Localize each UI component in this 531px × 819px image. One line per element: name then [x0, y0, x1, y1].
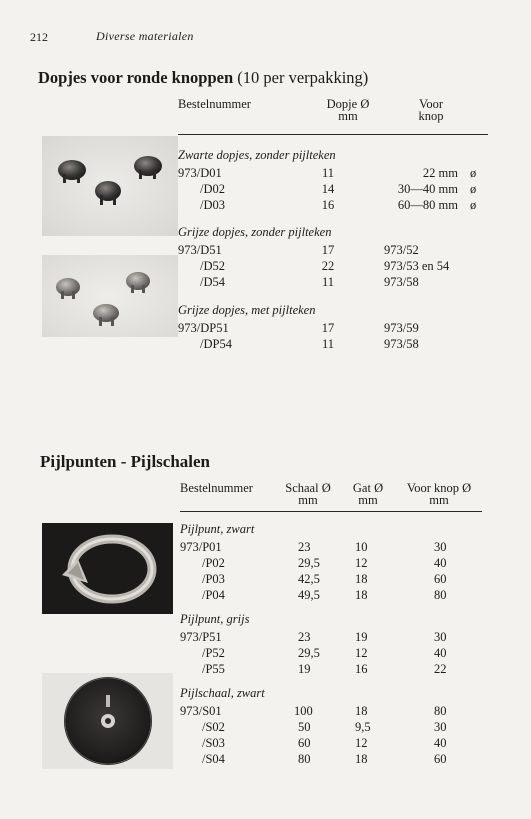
scale-diameter: 100: [294, 704, 313, 718]
scale-diameter: 80: [298, 752, 311, 766]
order-code: 973/DP51: [178, 321, 229, 335]
scale-diameter: 50: [298, 720, 311, 734]
group-label-grey-caps-arrow: Grijze dopjes, met pijlteken: [178, 303, 316, 317]
hole-diameter: 10: [355, 540, 368, 554]
col-header-for-knob: [396, 482, 482, 506]
col-header-order-no: Bestelnummer: [178, 97, 251, 111]
order-code: 973/D51: [178, 243, 222, 257]
section-title-caps-note: (10 per verpakking): [237, 68, 369, 87]
for-knob: 973/52: [384, 243, 419, 257]
hole-diameter: 9,5: [355, 720, 371, 734]
order-code: /D54: [200, 275, 225, 289]
order-code: 973/P51: [180, 630, 222, 644]
order-code: /P02: [202, 556, 225, 570]
for-knob: 60—80 mm: [397, 198, 458, 212]
col-header-for-knob-unit: mm: [429, 493, 449, 507]
col-header-for-unit: knop: [418, 109, 444, 123]
section-title-caps-main: Dopjes voor ronde knoppen: [38, 68, 234, 87]
for-knob: 30: [434, 630, 447, 644]
for-knob: 80: [434, 588, 447, 602]
for-knob: 30: [434, 720, 447, 734]
pointer-photo: [42, 523, 173, 614]
scale-diameter: 60: [298, 736, 311, 750]
for-knob: 80: [434, 704, 447, 718]
col-header-for: [398, 98, 464, 122]
col-header-for-label: Voor: [418, 97, 444, 111]
order-code: 973/P01: [180, 540, 222, 554]
dial-photo: [42, 673, 173, 769]
order-code: 973/S01: [180, 704, 222, 718]
group-label-grey-caps: Grijze dopjes, zonder pijlteken: [178, 225, 332, 239]
col-header-cap-label: Dopje Ø: [326, 97, 370, 111]
header-rule-caps: [178, 134, 488, 135]
cap-diameter: 17: [321, 321, 335, 335]
cap-diameter: 22: [321, 259, 335, 273]
scale-diameter: 23: [298, 630, 311, 644]
cap-diameter: 17: [321, 243, 335, 257]
for-knob: 60: [434, 752, 447, 766]
hole-diameter: 12: [355, 556, 368, 570]
order-code: /P52: [202, 646, 225, 660]
order-code: /P55: [202, 662, 225, 676]
for-knob: 22: [434, 662, 447, 676]
header-rule-pointers: [180, 511, 482, 512]
hole-diameter: 19: [355, 630, 368, 644]
section-title-pointers: Pijlpunten - Pijlschalen: [40, 452, 211, 471]
hole-diameter: 12: [355, 736, 368, 750]
for-knob: 30—40 mm: [397, 182, 458, 196]
running-title: Diverse materialen: [96, 29, 194, 43]
hole-diameter: 18: [355, 588, 368, 602]
diameter-symbol: ø: [470, 182, 477, 196]
group-label-pointer-grey: Pijlpunt, grijs: [180, 612, 250, 626]
order-code: /D03: [200, 198, 225, 212]
hole-diameter: 16: [355, 662, 368, 676]
scale-diameter: 29,5: [298, 646, 320, 660]
for-knob: 40: [434, 556, 447, 570]
for-knob: 22 mm: [422, 166, 458, 180]
cap-diameter: 14: [321, 182, 335, 196]
for-knob: 30: [434, 540, 447, 554]
grey-caps-photo: [42, 255, 178, 337]
scale-diameter: 23: [298, 540, 311, 554]
scale-diameter: 42,5: [298, 572, 320, 586]
section-title-caps: [38, 68, 368, 88]
order-code: /P04: [202, 588, 225, 602]
scale-diameter: 49,5: [298, 588, 320, 602]
order-code: /P03: [202, 572, 225, 586]
order-code: /S04: [202, 752, 225, 766]
order-code: /D52: [200, 259, 225, 273]
order-code: /S03: [202, 736, 225, 750]
diameter-symbol: ø: [470, 166, 477, 180]
cap-diameter: 11: [321, 166, 335, 180]
for-knob: 40: [434, 646, 447, 660]
col-header-scale: [272, 482, 344, 506]
for-knob: 40: [434, 736, 447, 750]
black-caps-photo: [42, 136, 178, 236]
order-code: /D02: [200, 182, 225, 196]
for-knob: 973/58: [384, 337, 419, 351]
scale-diameter: 19: [298, 662, 311, 676]
for-knob: 973/58: [384, 275, 419, 289]
hole-diameter: 12: [355, 646, 368, 660]
order-code: /S02: [202, 720, 225, 734]
for-knob: 60: [434, 572, 447, 586]
col-header-hole-unit: mm: [358, 493, 378, 507]
scale-diameter: 29,5: [298, 556, 320, 570]
hole-diameter: 18: [355, 572, 368, 586]
order-code: /DP54: [200, 337, 232, 351]
hole-diameter: 18: [355, 752, 368, 766]
page-number: 212: [30, 30, 48, 44]
group-label-dial-black: Pijlschaal, zwart: [180, 686, 265, 700]
group-label-pointer-black: Pijlpunt, zwart: [180, 522, 255, 536]
col-header-order-no: Bestelnummer: [180, 481, 253, 495]
col-header-cap: [308, 98, 388, 122]
diameter-symbol: ø: [470, 198, 477, 212]
col-header-scale-label: Schaal Ø: [285, 481, 331, 495]
col-header-hole-label: Gat Ø: [352, 481, 384, 495]
col-header-for-knob-label: Voor knop Ø: [406, 481, 472, 495]
cap-diameter: 16: [321, 198, 335, 212]
cap-diameter: 11: [321, 337, 335, 351]
group-label-black-caps: Zwarte dopjes, zonder pijlteken: [178, 148, 336, 162]
col-header-scale-unit: mm: [298, 493, 318, 507]
col-header-hole: [340, 482, 396, 506]
order-code: 973/D01: [178, 166, 222, 180]
col-header-cap-unit: mm: [338, 109, 358, 123]
for-knob: 973/59: [384, 321, 419, 335]
cap-diameter: 11: [321, 275, 335, 289]
for-knob: 973/53 en 54: [384, 259, 450, 273]
hole-diameter: 18: [355, 704, 368, 718]
